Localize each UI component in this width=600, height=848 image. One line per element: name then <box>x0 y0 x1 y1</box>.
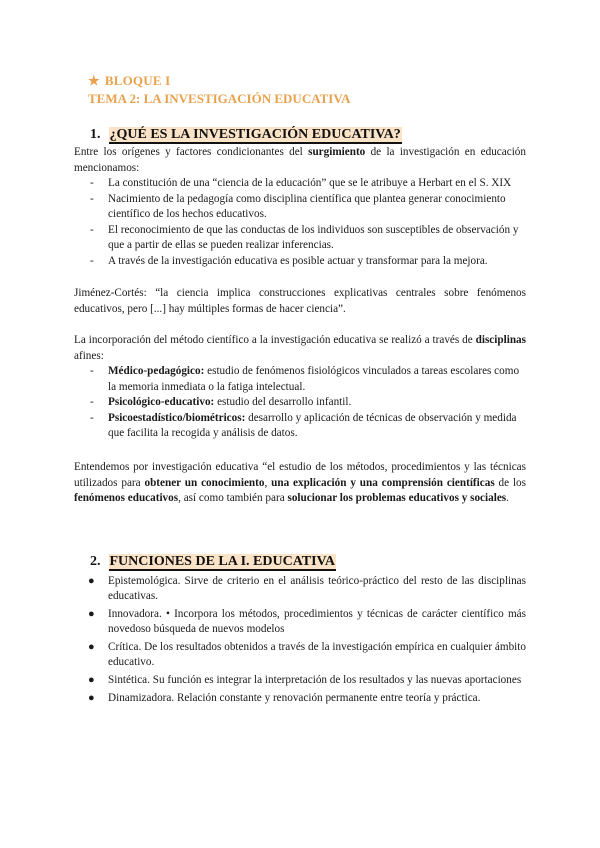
list-item: - Psicológico-educativo: estudio del desarrollo infantil. <box>74 395 526 411</box>
list-item: - Médico-pedagógico: estudio de fenómenos fisiológicos vinculados a tareas escolares como la memoria inmediata o la fatiga intelectual. <box>90 365 520 393</box>
list-item: - La constitución de una “ciencia de la educación” que se le atribuye a Herbart en el S. XIX <box>74 176 526 192</box>
intro-paragraph: Entre los orígenes y factores condicionantes del surgimiento de la investigación en educación mencionamos: <box>74 146 526 174</box>
definition-paragraph: Entendemos por investigación educativa “el estudio de los métodos, procedimientos y las técnicas utilizados para obtener un conocimiento, una explicación y una comprensión científicas de los fenómenos educativos, así como también para solucionar los problemas educativos y sociales. <box>74 461 527 505</box>
list-item: - El reconocimiento de que las conductas de los individuos son susceptibles de observación y que a partir de ellas se pueden realizar inferencias. <box>90 223 519 252</box>
list-item: ● Sintética. Su función es integrar la interpretación de los resultados y las nuevas aportaciones <box>74 673 526 688</box>
section-1-title: ¿QUÉ ES LA INVESTIGACIÓN EDUCATIVA? <box>109 127 401 142</box>
factors-list <box>74 176 526 270</box>
bullet-icon: ● <box>88 691 95 704</box>
section-1-number: 1. <box>90 127 101 142</box>
bullet-icon: ● <box>88 575 95 587</box>
section-2-heading <box>90 554 336 570</box>
dash-marker: - <box>90 177 94 189</box>
section-1-heading <box>90 127 402 143</box>
list-item: ● Epistemológica. Sirve de criterio en el análisis teórico-práctico del resto de las disciplinas educativas. <box>88 575 526 603</box>
list-item: ● Innovadora. • Incorpora los métodos, procedimientos y técnicas de carácter científico más novedoso búsqueda de nuevos modelos <box>88 608 526 636</box>
dash-marker: - <box>90 396 94 409</box>
section-2-title: FUNCIONES DE LA I. EDUCATIVA <box>109 554 335 569</box>
list-item: - Nacimiento de la pedagogía como disciplina científica que plantea generar conocimiento científico de los hechos educativos. <box>90 192 506 221</box>
dash-marker: - <box>90 223 94 236</box>
dash-marker: - <box>90 411 94 424</box>
block-heading <box>88 73 170 89</box>
quote-paragraph: Jiménez-Cortés: “la ciencia implica construcciones explicativas centrales sobre fenómenos educativos, pero [...] hay múltiples formas de hacer ciencia”. <box>74 287 526 315</box>
bullet-icon: ● <box>88 608 95 620</box>
block-label: BLOQUE I <box>104 73 171 88</box>
list-item: ● Crítica. De los resultados obtenidos a través de la investigación empírica en cualquier ámbito educativo. <box>88 641 526 669</box>
list-item: - A través de la investigación educativa es posible actuar y transformar para la mejora. <box>74 254 526 270</box>
section-2-number: 2. <box>90 554 101 569</box>
list-item: ● Dinamizadora. Relación constante y renovación permanente entre teoría y práctica. <box>74 691 526 706</box>
dash-marker: - <box>90 254 94 267</box>
dash-marker: - <box>90 192 94 205</box>
star-icon: ★ <box>88 73 100 88</box>
bullet-icon: ● <box>88 641 95 653</box>
dash-marker: - <box>90 365 94 377</box>
disciplines-list <box>74 364 526 442</box>
functions-list <box>74 574 526 709</box>
topic-heading: TEMA 2: LA INVESTIGACIÓN EDUCATIVA <box>88 91 351 106</box>
bullet-icon: ● <box>88 674 95 686</box>
disciplines-intro: La incorporación del método científico a la investigación educativa se realizó a través de disciplinas afines: <box>74 334 526 362</box>
list-item: - Psicoestadístico/biométricos: desarrollo y aplicación de técnicas de observación y medida que facilita la recogida y análisis de datos. <box>90 411 517 440</box>
